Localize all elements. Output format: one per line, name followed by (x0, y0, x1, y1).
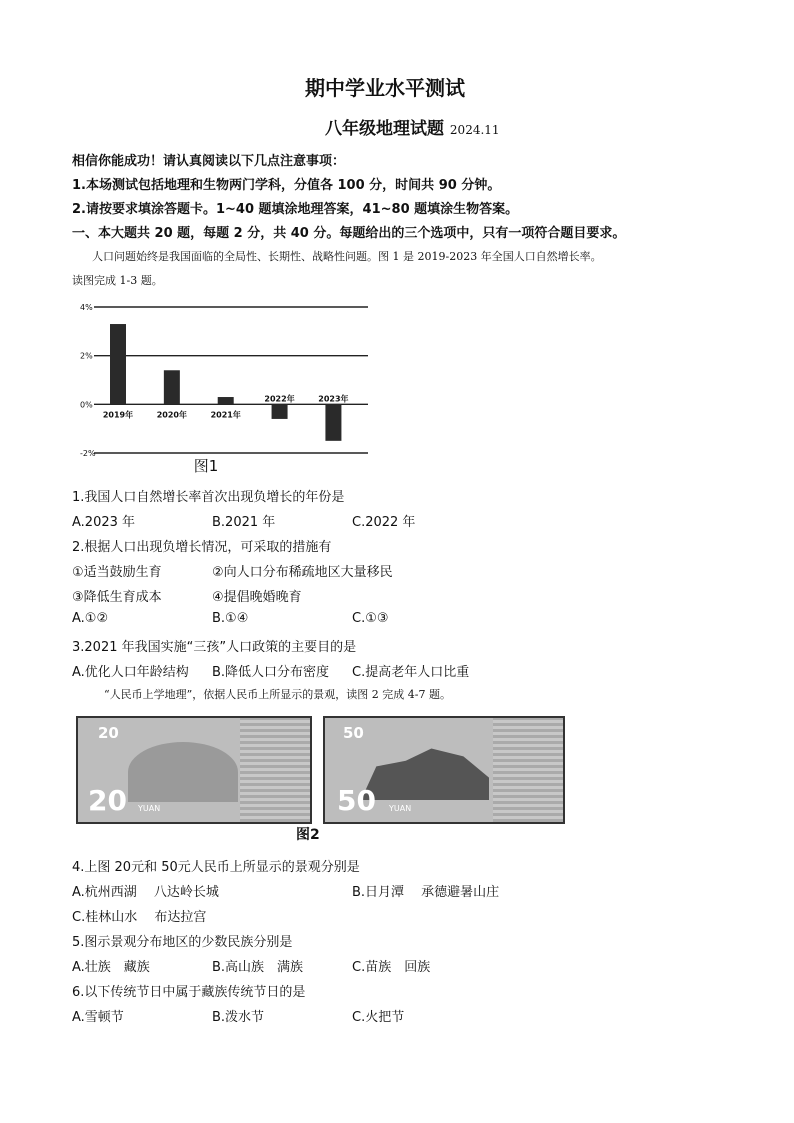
question-4-option-c[interactable]: C.桂林山水 布达拉宫 (72, 910, 207, 925)
chart-bar (325, 404, 341, 441)
exam-date: 2024.11 (449, 123, 500, 137)
instructions-item-2: 2.请按要求填涂答题卡。1~40 题填涂地理答案，41~80 题填涂生物答案。 (72, 202, 519, 217)
chart-ytick-label: 0% (80, 400, 93, 410)
chart-bar (272, 404, 288, 419)
instructions-lead: 相信你能成功！请认真阅读以下几点注意事项： (72, 154, 346, 169)
question-1-option-c[interactable]: C.2022 年 (352, 515, 416, 530)
chart-ytick-label: 4% (80, 303, 93, 312)
section-heading: 一、本大题共 20 题，每题 2 分，共 40 分。每题给出的三个选项中，只有一项符合题目要求。 (72, 226, 626, 241)
question-6-option-c[interactable]: C.火把节 (352, 1010, 405, 1025)
question-2-statement-1: ①适当鼓励生育 (72, 565, 162, 580)
question-2-stem: 2.根据人口出现负增长情况，可采取的措施有 (72, 540, 332, 555)
section-intro-line-1: 人口问题始终是我国面临的全局性、长期性、战略性问题。图 1 是 2019-2023 年全国人口自然增长率。 (92, 250, 602, 263)
question-4-option-b[interactable]: B.日月潭 承德避暑山庄 (352, 885, 500, 900)
question-2-statement-4: ④提倡晚婚晚育 (212, 590, 302, 605)
question-6-option-a[interactable]: A.雪顿节 (72, 1010, 124, 1025)
question-2-statement-3: ③降低生育成本 (72, 590, 162, 605)
question-4-option-a[interactable]: A.杭州西湖 八达岭长城 (72, 885, 219, 900)
figure-2-caption: 图2 (296, 827, 320, 843)
chart-bar (164, 370, 180, 404)
banknote-50-yuan (323, 716, 565, 824)
question-3-option-a[interactable]: A.优化人口年龄结构 (72, 665, 189, 680)
page-subtitle (325, 114, 500, 139)
figure-2-intro: “人民币上学地理”，依据人民币上所显示的景观，读图 2 完成 4-7 题。 (104, 688, 451, 701)
section-intro-line-2: 读图完成 1-3 题。 (72, 274, 163, 287)
question-6-option-b[interactable]: B.泼水节 (212, 1010, 265, 1025)
banknote-20-landscape (128, 742, 238, 802)
chart-caption: 图1 (193, 457, 219, 475)
question-4-stem: 4.上图 20元和 50元人民币上所显示的景观分别是 (72, 860, 360, 875)
banknote-20-big-value: 20 (88, 784, 127, 817)
question-5-option-a[interactable]: A.壮族 藏族 (72, 960, 150, 975)
subtitle-text: 八年级地理试题 (325, 119, 444, 139)
population-growth-chart (60, 295, 380, 475)
chart-category-label: 2020年 (156, 410, 187, 420)
chart-ytick-label: -2% (80, 449, 96, 458)
instructions-item-1: 1.本场测试包括地理和生物两门学科，分值各 100 分，时间共 90 分钟。 (72, 178, 501, 193)
question-2-statement-2: ②向人口分布稀疏地区大量移民 (212, 565, 393, 580)
banknote-50-big-value: 50 (337, 784, 376, 817)
question-3-option-b[interactable]: B.降低人口分布密度 (212, 665, 330, 680)
question-6-stem: 6.以下传统节日中属于藏族传统节日的是 (72, 985, 306, 1000)
chart-category-label: 2023年 (318, 394, 349, 404)
banknote-50-palace (361, 744, 489, 800)
chart-category-label: 2021年 (210, 410, 241, 420)
question-1-option-a[interactable]: A.2023 年 (72, 515, 136, 530)
banknote-20-corner-value: 20 (98, 724, 119, 742)
banknote-50-corner-value: 50 (343, 724, 364, 742)
page-title: 期中学业水平测试 (305, 76, 465, 100)
banknote-50-yuan-label: YUAN (389, 804, 412, 813)
question-1-stem: 1.我国人口自然增长率首次出现负增长的年份是 (72, 490, 345, 505)
chart-category-label: 2019年 (102, 410, 134, 420)
question-5-option-b[interactable]: B.高山族 满族 (212, 960, 304, 975)
question-2-option-c[interactable]: C.①③ (352, 611, 389, 626)
chart-ytick-label: 2% (80, 351, 93, 361)
question-2-option-a[interactable]: A.①② (72, 611, 109, 626)
chart-bar (218, 397, 234, 404)
banknote-20-yuan-label: YUAN (138, 804, 161, 813)
chart-bar (110, 324, 126, 404)
chart-category-label: 2022年 (264, 394, 295, 404)
question-2-option-b[interactable]: B.①④ (212, 611, 249, 626)
question-5-stem: 5.图示景观分布地区的少数民族分别是 (72, 935, 293, 950)
question-3-stem: 3.2021 年我国实施“三孩”人口政策的主要目的是 (72, 640, 357, 655)
banknote-20-print-panel (240, 718, 310, 822)
banknote-20-yuan (76, 716, 312, 824)
banknote-50-print-panel (493, 718, 563, 822)
question-5-option-c[interactable]: C.苗族 回族 (352, 960, 431, 975)
question-1-option-b[interactable]: B.2021 年 (212, 515, 276, 530)
question-3-option-c[interactable]: C.提高老年人口比重 (352, 665, 470, 680)
